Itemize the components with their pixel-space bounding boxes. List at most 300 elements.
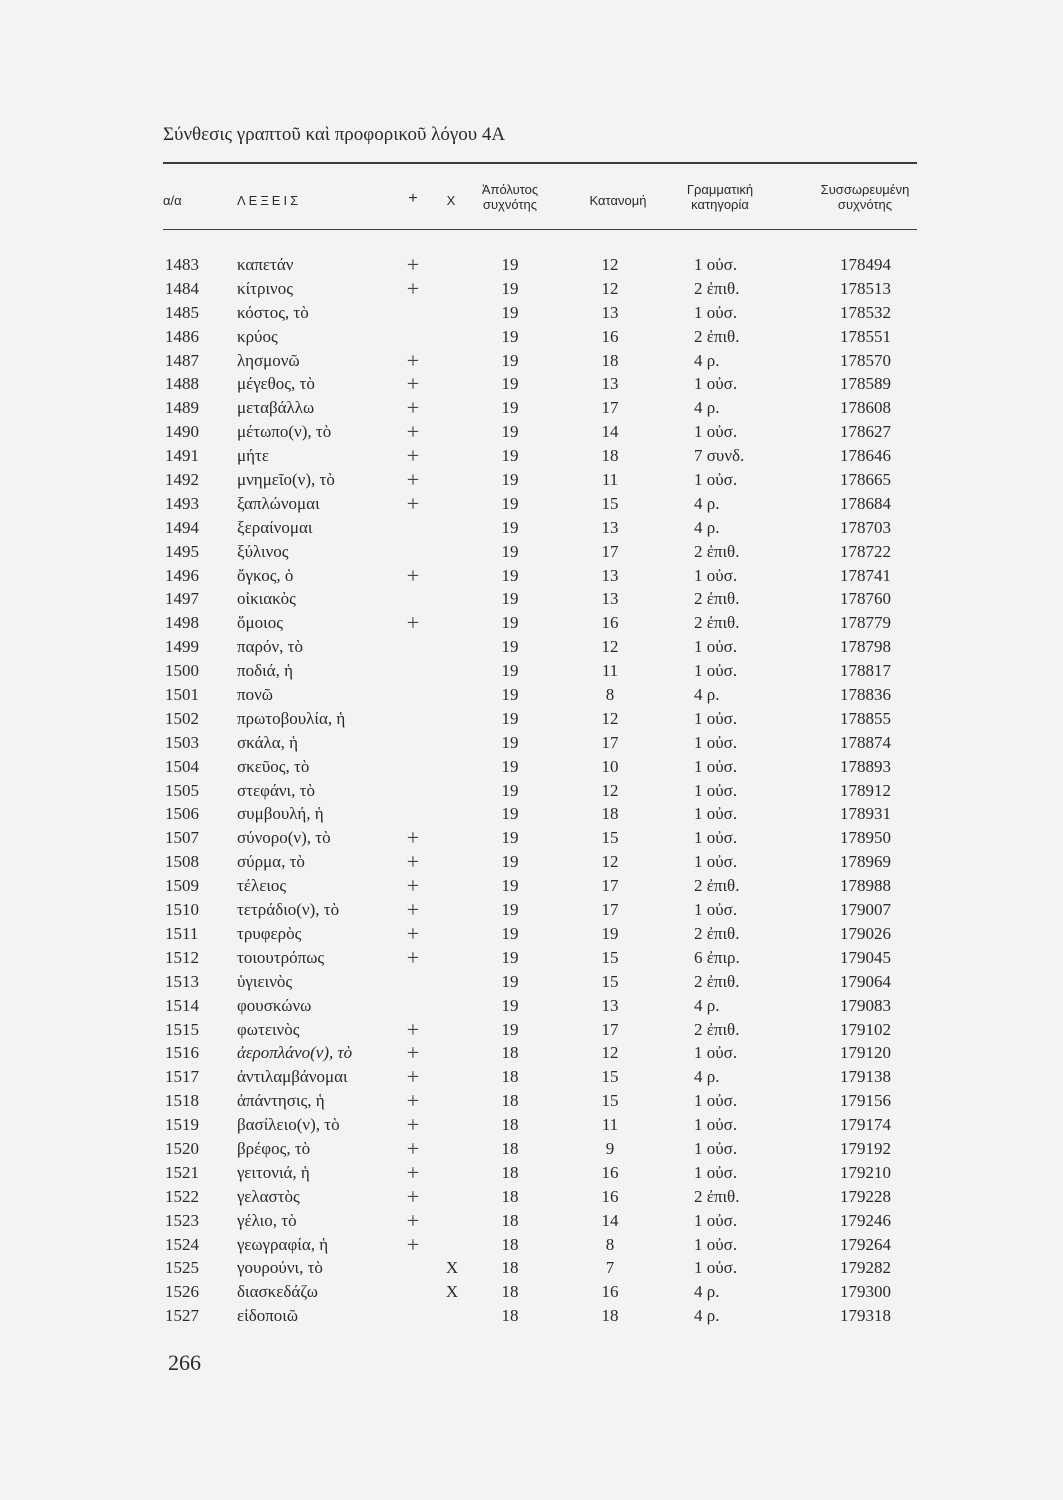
table-row	[0, 492, 1063, 516]
row-word: πονῶ	[237, 685, 273, 705]
row-number: 1506	[165, 804, 199, 824]
row-number: 1519	[165, 1115, 199, 1135]
row-absolute-frequency: 19	[501, 804, 519, 824]
row-absolute-frequency: 19	[501, 613, 519, 633]
row-absolute-frequency: 19	[501, 470, 519, 490]
row-cumulative-frequency: 178817	[840, 661, 891, 681]
row-number: 1501	[165, 685, 199, 705]
table-row	[0, 420, 1063, 444]
row-grammatical-category: 1 οὐσ.	[694, 1091, 738, 1111]
row-absolute-frequency: 19	[501, 971, 519, 991]
row-cumulative-frequency: 179300	[840, 1282, 891, 1302]
row-cumulative-frequency: 179102	[840, 1019, 891, 1039]
row-grammatical-category: 1 οὐσ.	[694, 828, 738, 848]
row-absolute-frequency: 19	[501, 923, 519, 943]
row-word: οἰκιακὸς	[237, 589, 296, 609]
row-absolute-frequency: 19	[501, 374, 519, 394]
row-number: 1483	[165, 255, 199, 274]
word-table	[0, 253, 1063, 1328]
row-absolute-frequency: 18	[501, 1162, 519, 1182]
row-absolute-frequency: 18	[501, 1091, 519, 1111]
row-grammatical-category: 1 οὐσ.	[694, 565, 738, 585]
row-absolute-frequency: 18	[501, 1258, 519, 1278]
row-katanomi: 13	[601, 374, 619, 394]
table-row	[0, 635, 1063, 659]
table-row	[0, 1137, 1063, 1161]
row-katanomi: 12	[601, 637, 619, 657]
table-row	[0, 468, 1063, 492]
row-plus-mark: +	[406, 1135, 420, 1161]
row-cumulative-frequency: 179318	[840, 1306, 891, 1326]
row-plus-mark: +	[406, 1112, 420, 1138]
row-word: τοιουτρόπως	[237, 947, 325, 967]
row-grammatical-category: 1 οὐσ.	[694, 1043, 738, 1063]
row-katanomi: 18	[601, 350, 619, 370]
row-katanomi: 13	[601, 302, 619, 322]
table-row	[0, 850, 1063, 874]
row-katanomi: 11	[601, 1115, 619, 1135]
row-number: 1514	[165, 995, 199, 1015]
row-plus-mark: +	[406, 610, 420, 636]
row-number: 1522	[165, 1186, 199, 1206]
row-cumulative-frequency: 178988	[840, 876, 891, 896]
row-grammatical-category: 1 οὐσ.	[694, 732, 738, 752]
table-row	[0, 1185, 1063, 1209]
row-plus-mark: +	[406, 562, 420, 588]
row-absolute-frequency: 19	[501, 422, 519, 442]
row-word: ἀντιλαμβάνομαι	[237, 1067, 348, 1087]
row-katanomi: 15	[601, 493, 619, 513]
row-absolute-frequency: 19	[501, 493, 519, 513]
row-katanomi: 16	[601, 1282, 619, 1302]
row-word: ὑγιεινὸς	[237, 971, 293, 991]
table-row	[0, 1280, 1063, 1304]
table-row	[0, 540, 1063, 564]
header-aa: α/α	[163, 193, 182, 208]
row-word: ξαπλώνομαι	[237, 493, 320, 513]
row-grammatical-category: 4 ρ.	[694, 685, 720, 705]
row-cumulative-frequency: 178893	[840, 756, 891, 776]
row-katanomi: 15	[601, 1091, 619, 1111]
table-row	[0, 802, 1063, 826]
header-x: Χ	[446, 193, 456, 208]
row-word: ξύλινος	[237, 541, 289, 561]
header-sys-line2: συχνότης	[837, 197, 893, 212]
row-cumulative-frequency: 179192	[840, 1138, 891, 1158]
row-katanomi: 13	[601, 995, 619, 1015]
row-absolute-frequency: 18	[501, 1043, 519, 1063]
row-grammatical-category: 1 οὐσ.	[694, 255, 738, 274]
row-grammatical-category: 2 ἐπιθ.	[694, 1019, 740, 1039]
row-absolute-frequency: 19	[501, 637, 519, 657]
page-title: Σύνθεσις γραπτοῦ καὶ προφορικοῦ λόγου 4Α	[163, 124, 506, 145]
row-grammatical-category: 1 οὐσ.	[694, 852, 738, 872]
table-row	[0, 587, 1063, 611]
row-plus-mark: +	[406, 1088, 420, 1114]
row-plus-mark: +	[406, 395, 420, 421]
row-number: 1493	[165, 493, 199, 513]
row-grammatical-category: 1 οὐσ.	[694, 470, 738, 490]
row-plus-mark: +	[406, 873, 420, 899]
row-word: πρωτοβουλία, ἡ	[237, 708, 346, 728]
row-cumulative-frequency: 178950	[840, 828, 891, 848]
row-word: γεωγραφία, ἡ	[237, 1234, 329, 1254]
table-row	[0, 970, 1063, 994]
row-cumulative-frequency: 178608	[840, 398, 891, 418]
header-absolute-frequency	[465, 182, 555, 212]
row-word: φουσκώνω	[237, 995, 312, 1015]
row-cumulative-frequency: 178722	[840, 541, 891, 561]
row-number: 1511	[165, 923, 199, 943]
row-cumulative-frequency: 179064	[840, 971, 891, 991]
row-number: 1525	[165, 1258, 199, 1278]
row-grammatical-category: 4 ρ.	[694, 1067, 720, 1087]
table-row	[0, 779, 1063, 803]
row-grammatical-category: 4 ρ.	[694, 493, 720, 513]
row-katanomi: 12	[601, 852, 619, 872]
row-number: 1510	[165, 900, 199, 920]
row-cumulative-frequency: 179264	[840, 1234, 891, 1254]
row-number: 1507	[165, 828, 199, 848]
row-absolute-frequency: 19	[501, 661, 519, 681]
row-grammatical-category: 2 ἐπιθ.	[694, 613, 740, 633]
row-katanomi: 15	[601, 828, 619, 848]
row-absolute-frequency: 19	[501, 756, 519, 776]
row-grammatical-category: 4 ρ.	[694, 517, 720, 537]
header-abs-line2: συχνότης	[482, 197, 538, 212]
row-number: 1516	[165, 1043, 199, 1063]
row-word: κόστος, τὸ	[237, 302, 309, 322]
table-row	[0, 1065, 1063, 1089]
row-cumulative-frequency: 178646	[840, 446, 891, 466]
row-katanomi: 7	[605, 1258, 615, 1278]
header-cumulative-frequency	[805, 182, 925, 212]
row-word: σύνορο(ν), τὸ	[237, 828, 331, 848]
row-katanomi: 16	[601, 613, 619, 633]
row-word: ποδιά, ἡ	[237, 661, 293, 681]
table-row	[0, 1161, 1063, 1185]
row-plus-mark: +	[406, 1183, 420, 1209]
row-cumulative-frequency: 178760	[840, 589, 891, 609]
row-cumulative-frequency: 178627	[840, 422, 891, 442]
row-cumulative-frequency: 178684	[840, 493, 891, 513]
row-word: μήτε	[237, 446, 269, 466]
row-plus-mark: +	[406, 1040, 420, 1066]
row-number: 1515	[165, 1019, 199, 1039]
row-grammatical-category: 1 οὐσ.	[694, 804, 738, 824]
row-plus-mark: +	[406, 275, 420, 301]
row-number: 1509	[165, 876, 199, 896]
row-cumulative-frequency: 178741	[840, 565, 891, 585]
row-absolute-frequency: 18	[501, 1282, 519, 1302]
row-katanomi: 17	[601, 398, 619, 418]
row-word: καπετάν	[237, 255, 294, 274]
row-cumulative-frequency: 178931	[840, 804, 891, 824]
row-grammatical-category: 2 ἐπιθ.	[694, 326, 740, 346]
row-number: 1489	[165, 398, 199, 418]
row-katanomi: 11	[601, 661, 619, 681]
row-number: 1496	[165, 565, 199, 585]
row-grammatical-category: 1 οὐσ.	[694, 302, 738, 322]
row-number: 1485	[165, 302, 199, 322]
row-number: 1497	[165, 589, 199, 609]
page-number: 266	[168, 1350, 201, 1375]
row-number: 1494	[165, 517, 199, 537]
row-plus-mark: +	[406, 1016, 420, 1042]
row-cumulative-frequency: 178912	[840, 780, 891, 800]
row-plus-mark: +	[406, 347, 420, 373]
table-row	[0, 253, 1063, 277]
row-absolute-frequency: 19	[501, 350, 519, 370]
row-cumulative-frequency: 179246	[840, 1210, 891, 1230]
table-row	[0, 731, 1063, 755]
row-word: ἀεροπλάνο(ν), τὸ	[237, 1043, 353, 1063]
row-number: 1508	[165, 852, 199, 872]
row-katanomi: 13	[601, 565, 619, 585]
table-row	[0, 922, 1063, 946]
row-grammatical-category: 2 ἐπιθ.	[694, 589, 740, 609]
row-cumulative-frequency: 178836	[840, 685, 891, 705]
row-grammatical-category: 1 οὐσ.	[694, 1258, 738, 1278]
row-number: 1491	[165, 446, 199, 466]
row-number: 1505	[165, 780, 199, 800]
header-sys-line1: Συσσωρευμένη	[820, 182, 910, 197]
row-cumulative-frequency: 179026	[840, 923, 891, 943]
row-katanomi: 15	[601, 1067, 619, 1087]
table-row	[0, 1209, 1063, 1233]
row-cumulative-frequency: 179228	[840, 1186, 891, 1206]
row-cumulative-frequency: 178703	[840, 517, 891, 537]
table-row	[0, 325, 1063, 349]
row-katanomi: 9	[605, 1138, 615, 1158]
row-cumulative-frequency: 178855	[840, 708, 891, 728]
row-number: 1488	[165, 374, 199, 394]
row-number: 1517	[165, 1067, 199, 1087]
header-gram-line2: κατηγορία	[691, 197, 749, 212]
row-word: συμβουλή, ἡ	[237, 804, 324, 824]
table-row	[0, 396, 1063, 420]
row-word: διασκεδάζω	[237, 1282, 318, 1302]
row-grammatical-category: 1 οὐσ.	[694, 422, 738, 442]
row-number: 1498	[165, 613, 199, 633]
row-absolute-frequency: 19	[501, 398, 519, 418]
header-lexeis: ΛΕΞΕΙΣ	[237, 193, 302, 208]
row-grammatical-category: 4 ρ.	[694, 398, 720, 418]
row-word: κίτρινος	[237, 278, 293, 298]
row-word: γειτονιά, ἡ	[237, 1162, 310, 1182]
row-katanomi: 18	[601, 804, 619, 824]
table-row	[0, 1113, 1063, 1137]
row-word: βασίλειο(ν), τὸ	[237, 1115, 340, 1135]
row-absolute-frequency: 19	[501, 876, 519, 896]
row-absolute-frequency: 19	[501, 828, 519, 848]
row-plus-mark: +	[406, 467, 420, 493]
row-word: κρύος	[237, 326, 278, 346]
row-absolute-frequency: 19	[501, 685, 519, 705]
row-absolute-frequency: 19	[501, 852, 519, 872]
row-katanomi: 11	[601, 470, 619, 490]
row-cumulative-frequency: 178665	[840, 470, 891, 490]
row-plus-mark: +	[406, 371, 420, 397]
row-word: στεφάνι, τὸ	[237, 780, 315, 800]
row-katanomi: 15	[601, 971, 619, 991]
header-katanomi: Κατανομή	[589, 193, 647, 208]
row-number: 1504	[165, 756, 199, 776]
top-rule	[163, 162, 917, 164]
row-x-mark: Χ	[445, 1258, 459, 1278]
row-katanomi: 13	[601, 589, 619, 609]
row-absolute-frequency: 19	[501, 255, 519, 274]
row-word: τέλειος	[237, 876, 287, 896]
header-rule	[163, 229, 917, 230]
row-word: τετράδιο(ν), τὸ	[237, 900, 340, 920]
table-row	[0, 564, 1063, 588]
row-plus-mark: +	[406, 920, 420, 946]
row-number: 1520	[165, 1138, 199, 1158]
row-grammatical-category: 1 οὐσ.	[694, 1210, 738, 1230]
row-cumulative-frequency: 179156	[840, 1091, 891, 1111]
row-word: γελαστὸς	[237, 1186, 300, 1206]
row-katanomi: 18	[601, 1306, 619, 1326]
row-grammatical-category: 1 οὐσ.	[694, 661, 738, 681]
row-word: γέλιο, τὸ	[237, 1210, 297, 1230]
row-grammatical-category: 1 οὐσ.	[694, 1162, 738, 1182]
table-row	[0, 659, 1063, 683]
row-number: 1521	[165, 1162, 199, 1182]
header-gram-line1: Γραμματική	[686, 182, 754, 197]
row-absolute-frequency: 19	[501, 1019, 519, 1039]
table-row	[0, 1018, 1063, 1042]
row-word: ἀπάντησις, ἡ	[237, 1091, 325, 1111]
row-grammatical-category: 2 ἐπιθ.	[694, 876, 740, 896]
row-cumulative-frequency: 179045	[840, 947, 891, 967]
table-row	[0, 874, 1063, 898]
row-katanomi: 17	[601, 732, 619, 752]
row-cumulative-frequency: 179210	[840, 1162, 891, 1182]
row-absolute-frequency: 19	[501, 732, 519, 752]
row-number: 1486	[165, 326, 199, 346]
row-absolute-frequency: 18	[501, 1115, 519, 1135]
row-katanomi: 8	[605, 685, 615, 705]
row-word: ξεραίνομαι	[237, 517, 313, 537]
row-word: σύρμα, τὸ	[237, 852, 305, 872]
row-word: σκεῦος, τὸ	[237, 756, 310, 776]
row-cumulative-frequency: 178779	[840, 613, 891, 633]
row-katanomi: 17	[601, 1019, 619, 1039]
row-word: λησμονῶ	[237, 350, 300, 370]
row-cumulative-frequency: 178798	[840, 637, 891, 657]
row-word: μέγεθος, τὸ	[237, 374, 315, 394]
row-plus-mark: +	[406, 897, 420, 923]
row-absolute-frequency: 18	[501, 1138, 519, 1158]
row-grammatical-category: 2 ἐπιθ.	[694, 1186, 740, 1206]
row-number: 1503	[165, 732, 199, 752]
row-word: ὄγκος, ὁ	[237, 565, 294, 585]
row-cumulative-frequency: 179120	[840, 1043, 891, 1063]
row-absolute-frequency: 18	[501, 1186, 519, 1206]
row-absolute-frequency: 19	[501, 995, 519, 1015]
row-cumulative-frequency: 179174	[840, 1115, 891, 1135]
row-plus-mark: +	[406, 944, 420, 970]
row-absolute-frequency: 18	[501, 1067, 519, 1087]
table-row	[0, 683, 1063, 707]
row-number: 1518	[165, 1091, 199, 1111]
row-cumulative-frequency: 179138	[840, 1067, 891, 1087]
row-absolute-frequency: 19	[501, 278, 519, 298]
row-absolute-frequency: 19	[501, 326, 519, 346]
row-grammatical-category: 1 οὐσ.	[694, 374, 738, 394]
row-katanomi: 12	[601, 708, 619, 728]
row-plus-mark: +	[406, 1207, 420, 1233]
row-word: παρόν, τὸ	[237, 637, 303, 657]
row-number: 1513	[165, 971, 199, 991]
row-word: εἰδοποιῶ	[237, 1306, 299, 1326]
row-number: 1484	[165, 278, 199, 298]
row-grammatical-category: 2 ἐπιθ.	[694, 923, 740, 943]
row-number: 1524	[165, 1234, 199, 1254]
row-katanomi: 16	[601, 1162, 619, 1182]
row-absolute-frequency: 19	[501, 302, 519, 322]
row-absolute-frequency: 19	[501, 947, 519, 967]
row-plus-mark: +	[406, 1064, 420, 1090]
table-row	[0, 611, 1063, 635]
table-row	[0, 1304, 1063, 1328]
row-number: 1490	[165, 422, 199, 442]
table-row	[0, 1041, 1063, 1065]
row-absolute-frequency: 19	[501, 900, 519, 920]
row-x-mark: Χ	[445, 1282, 459, 1302]
row-grammatical-category: 1 οὐσ.	[694, 780, 738, 800]
row-absolute-frequency: 19	[501, 565, 519, 585]
row-katanomi: 12	[601, 255, 619, 274]
row-absolute-frequency: 19	[501, 517, 519, 537]
row-grammatical-category: 1 οὐσ.	[694, 900, 738, 920]
row-number: 1487	[165, 350, 199, 370]
row-absolute-frequency: 18	[501, 1234, 519, 1254]
row-cumulative-frequency: 179282	[840, 1258, 891, 1278]
row-absolute-frequency: 19	[501, 446, 519, 466]
row-word: φωτεινὸς	[237, 1019, 300, 1039]
row-katanomi: 8	[605, 1234, 615, 1254]
row-plus-mark: +	[406, 419, 420, 445]
row-grammatical-category: 1 οὐσ.	[694, 756, 738, 776]
row-katanomi: 16	[601, 1186, 619, 1206]
row-katanomi: 15	[601, 947, 619, 967]
row-number: 1500	[165, 661, 199, 681]
row-katanomi: 16	[601, 326, 619, 346]
row-cumulative-frequency: 178589	[840, 374, 891, 394]
row-katanomi: 18	[601, 446, 619, 466]
table-row	[0, 372, 1063, 396]
row-grammatical-category: 6 ἐπιρ.	[694, 947, 740, 967]
table-row	[0, 826, 1063, 850]
row-cumulative-frequency: 178570	[840, 350, 891, 370]
row-word: γουρούνι, τὸ	[237, 1258, 323, 1278]
row-grammatical-category: 4 ρ.	[694, 1282, 720, 1302]
row-katanomi: 12	[601, 1043, 619, 1063]
row-number: 1499	[165, 637, 199, 657]
row-cumulative-frequency: 179083	[840, 995, 891, 1015]
row-cumulative-frequency: 178874	[840, 732, 891, 752]
table-row	[0, 1233, 1063, 1257]
header-plus: +	[408, 190, 418, 207]
row-grammatical-category: 1 οὐσ.	[694, 708, 738, 728]
row-grammatical-category: 1 οὐσ.	[694, 637, 738, 657]
row-katanomi: 17	[601, 541, 619, 561]
table-row	[0, 444, 1063, 468]
row-word: μέτωπο(ν), τὸ	[237, 422, 332, 442]
row-absolute-frequency: 18	[501, 1210, 519, 1230]
